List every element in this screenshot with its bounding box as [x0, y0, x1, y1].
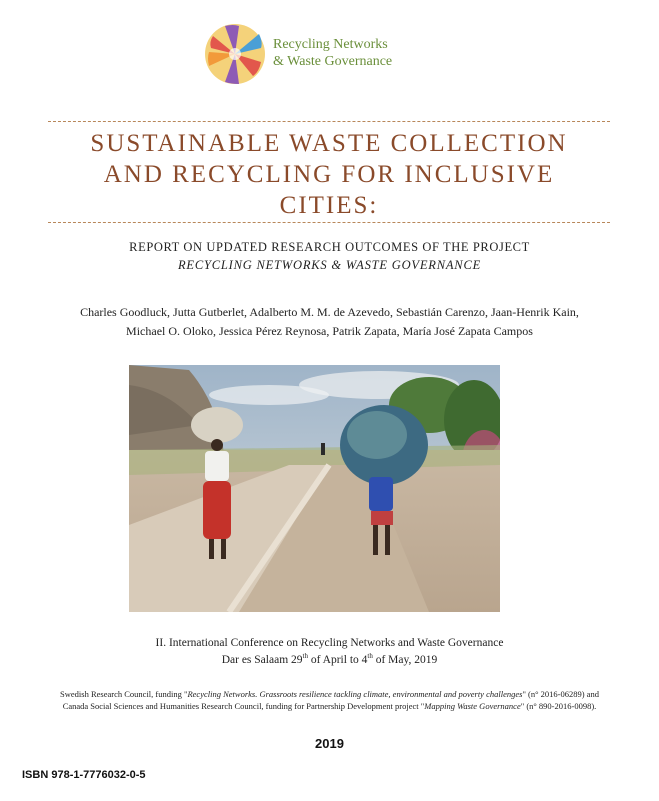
author-list — [30, 303, 629, 341]
subtitle-line1: REPORT ON UPDATED RESEARCH OUTCOMES OF THE PROJECT — [129, 240, 530, 254]
conference-dates-sup2: th — [367, 652, 373, 660]
report-title — [48, 128, 610, 221]
waste-pickers-road-photo-icon — [129, 365, 500, 612]
funding-part2: " (n° 2016-06289) and Canada Social Sciences and Humanities Research Council, funding for Partnership Development project " — [62, 689, 599, 711]
logo-line1: Recycling Networks — [273, 37, 388, 52]
funding-italic2: Mapping Waste Governance — [424, 701, 521, 711]
funding-part3: " (n° 890-2016-0098). — [520, 701, 597, 711]
subtitle-line2: RECYCLING NETWORKS & WASTE GOVERNANCE — [177, 258, 482, 272]
title-line2: AND RECYCLING FOR INCLUSIVE — [103, 161, 555, 188]
isbn: ISBN 978-1-7776032-0-5 — [22, 769, 146, 781]
funding-statement — [60, 688, 599, 712]
logo-text — [273, 36, 392, 70]
funding-part1: Swedish Research Council, funding " — [60, 689, 188, 699]
conference-dates — [40, 652, 619, 666]
conference-dates-c: of May, 2019 — [372, 653, 438, 666]
funding-italic1: Recycling Networks. Grassroots resilience tackling climate, environmental and poverty challenges — [187, 689, 523, 699]
conference-dates-b: of April to 4 — [307, 653, 368, 666]
authors-line2: Michael O. Oloko, Jessica Pérez Reynosa, Patrik Zapata, María José Zapata Campos — [126, 324, 533, 338]
title-bottom-rule — [48, 222, 610, 223]
hands-circle-logo-icon — [203, 22, 267, 86]
title-line1: SUSTAINABLE WASTE COLLECTION — [90, 130, 568, 157]
conference-dates-sup1: th — [302, 652, 308, 660]
publication-year: 2019 — [315, 736, 344, 751]
logo-line2: & Waste Governance — [273, 54, 393, 69]
title-line3: CITIES: — [279, 192, 379, 219]
conference-dates-a: Dar es Salaam 29 — [221, 653, 303, 666]
title-top-rule — [48, 121, 610, 122]
conference-name: II. International Conference on Recycling Networks and Waste Governance — [155, 637, 504, 649]
authors-line1: Charles Goodluck, Jutta Gutberlet, Adalberto M. M. de Azevedo, Sebastián Carenzo, Jaan-Henrik Kain, — [80, 305, 579, 319]
